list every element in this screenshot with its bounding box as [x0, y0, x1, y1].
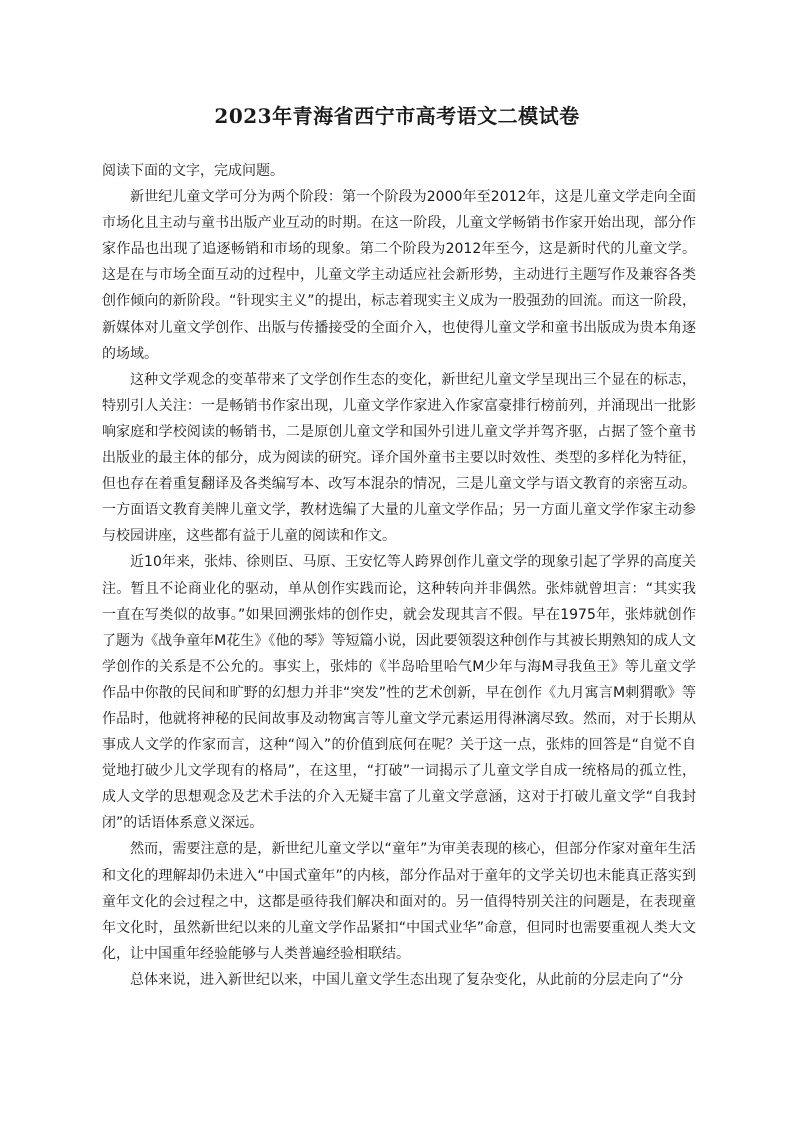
paragraph-1: 新世纪儿童文学可分为两个阶段：第一个阶段为2000年至2012年，这是儿童文学走向全面市场化且主动与童书出版产业互动的时期。在这一阶段，儿童文学畅销书作家开始出现，部分作家作品也出现了追逐畅销和市场的现象。第二个阶段为2012年至今，这是新时代的儿童文学。这是在与市场全面互动的过程中，儿童文学主动适应社会新形势，主动进行主题写作及兼容各类创作倾向的新阶段。“针现实主义”的提出，标志着现实主义成为一股强劲的回流。而这一阶段，新媒体对儿童文学创作、出版与传播接受的全面介入，也使得儿童文学和童书出版成为贵本角逐的场域。 — [102, 189, 696, 362]
paragraph-2: 这种文学观念的变革带来了文学创作生态的变化，新世纪儿童文学呈现出三个显在的标志，特别引人关注：一是畅销书作家出现，儿童文学作家进入作家富豪排行榜前列，并涌现出一批影响家庭和学校阅读的畅销书，二是原创儿童文学和国外引进儿童文学并驾齐驱，占据了签个童书出版业的最主体的郁分，成为阅读的研究。译介国外童书主要以时效性、类型的多样化为特征，但也存在着重复翻译及各类编写本、改写本混杂的情况，三是儿童文学与语文教育的亲密互动。一方面语文教育美牌儿童文学，教材选编了大量的儿童文学作品；另一方面儿童文学作家主动参与校园讲座，这些都有益于儿童的阅读和作文。 — [102, 371, 696, 545]
instruction-text: 阅读下面的文字，完成问题。 — [102, 163, 284, 179]
paragraph-3: 近10年来，张炜、徐则臣、马原、王安忆等人跨界创作儿童文学的现象引起了学界的高度关注。暂且不论商业化的驱动，单从创作实践而论，这种转向并非偶然。张炜就曾坦言：“其实我一直在写类似的故事。”如果回溯张炜的创作史，就会发现其言不假。早在1975年，张炜就创作了题为《战争童年M花生》《他的琴》等短篇小说，因此要领裂这种创作与其被长期熟知的成人文学创作的关系是不公允的。事实上，张炜的《半岛哈里哈气M少年与海M寻我鱼王》等儿童文学作品中你散的民间和旷野的幻想力并非“突发”性的艺术创新，早在创作《九月寓言M刺猬歌》等作品时，他就将神秘的民间故事及动物寓言等儿童文学元素运用得淋漓尽致。然而，对于长期从事成人文学的作家而言，这种“闯入”的价值到底何在呢？关于这一点，张炜的回答是“自觉不自觉地打破少儿文学现有的格局”，在这里，“打破”一词揭示了儿童文学自成一统格局的孤立性，成人文学的思想观念及艺术手法的介入无疑丰富了儿童文学意涵，这对于打破儿童文学“自我封闭”的话语体系意义深远。 — [102, 554, 696, 832]
paragraph-5: 总体来说，进入新世纪以来，中国儿童文学生态出现了复杂变化，从此前的分层走向了“分 — [130, 971, 684, 988]
paragraph-4: 然而，需要注意的是，新世纪儿童文学以“童年”为审美表现的核心，但部分作家对童年生活和文化的理解却仍未进入“中国式童年”的内核，部分作品对于童年的文学关切也未能真正落实到童年文化的会过程之中，这都是亟待我们解决和面对的。另一值得特别关注的问题是，在表现童年文化时，虽然新世纪以来的儿童文学作品紧扣“中国式业华”命意，但同时也需要重视人类大文化，让中国重年经验能够与人类普遍经验相联结。 — [102, 841, 696, 962]
document-body — [102, 158, 696, 993]
page-title: 2023年青海省西宁市高考语文二模试卷 — [214, 104, 580, 128]
